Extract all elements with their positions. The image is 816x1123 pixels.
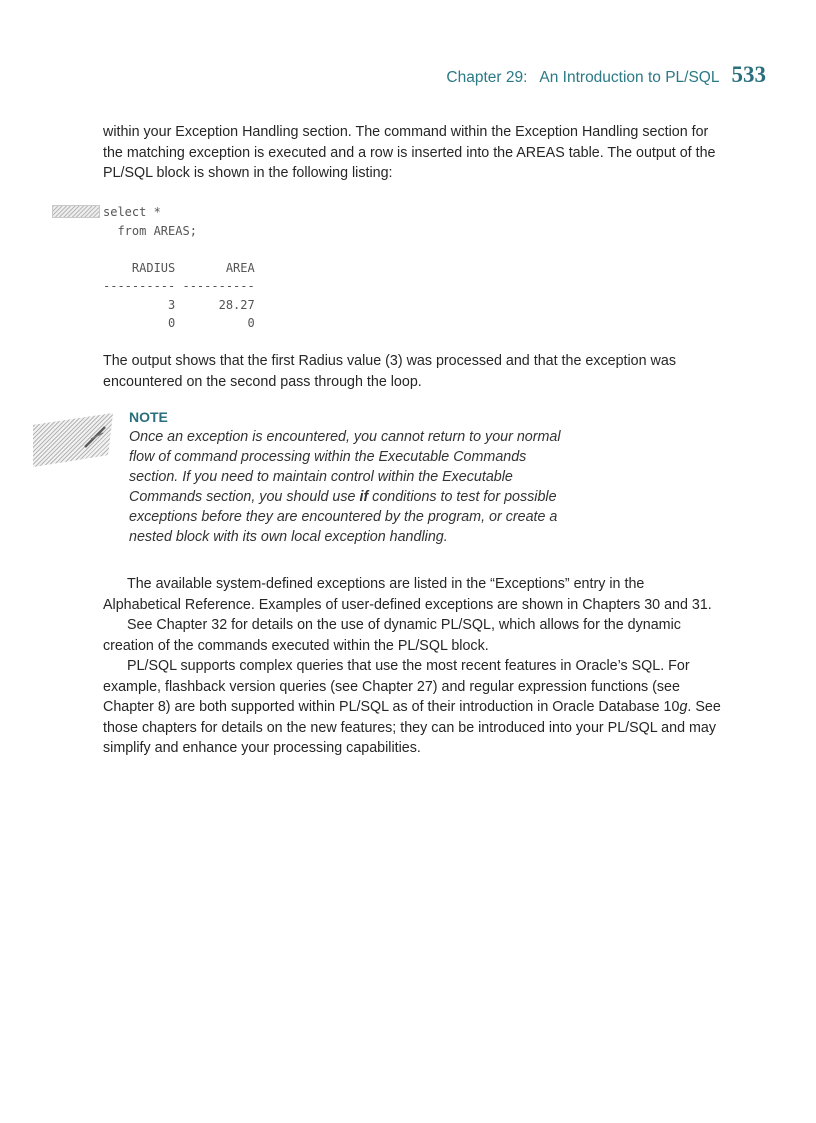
p5-text-before: PL/SQL supports complex queries that use the most recent features in Oracle’s SQL. For example, flashback version queries (see Chapter 27) and regular expression functions (see Chapter 8) are both supported within PL/SQL as of their introduction in Oracle Database 10 xyxy=(103,658,690,715)
note-pencil-icon xyxy=(33,413,113,467)
note-title: NOTE xyxy=(129,409,168,425)
chapter-label: Chapter 29: xyxy=(446,69,528,86)
code-listing-icon xyxy=(52,205,100,218)
code-listing xyxy=(103,203,255,333)
result-paragraph: The output shows that the first Radius value (3) was processed and that the exception was encountered on the second pass through the loop. xyxy=(103,353,676,390)
complex-queries-paragraph xyxy=(103,656,723,759)
p5-text-after: . See those chapters for details on the new features; they can be introduced into your PL/SQL and may simplify and enhance your processing capabilities. xyxy=(103,699,721,756)
code-line: select * xyxy=(103,205,161,219)
chapter-heading xyxy=(446,69,719,87)
note-keyword: if xyxy=(359,489,369,505)
p5-italic-g: g xyxy=(679,699,688,715)
code-line: 3 28.27 xyxy=(103,297,255,312)
note-body xyxy=(129,427,579,547)
code-line: 0 0 xyxy=(103,316,255,330)
exceptions-paragraph: The available system-defined exceptions are listed in the “Exceptions” entry in the Alphabetical Reference. Examples of user-defined exceptions are shown in Chapters 30 and 31. xyxy=(103,576,712,613)
code-line: ---------- ---------- xyxy=(103,279,255,293)
note-text-before: Once an exception is encountered, you cannot return to your normal flow of command processing within the Executable Commands section. If you need to maintain control within the Executable Commands section, you should use xyxy=(129,429,561,505)
intro-paragraph: within your Exception Handling section. The command within the Exception Handling section for the matching exception is executed and a row is inserted into the AREAS table. The output of the PL/SQL block is shown in the following listing: xyxy=(103,124,716,181)
page-number: 533 xyxy=(731,62,766,87)
code-line: from AREAS; xyxy=(103,223,197,238)
note-text-after: conditions to test for possible exceptions before they are encountered by the program, or create a nested block with its own local exception handling. xyxy=(129,489,558,545)
dynamic-plsql-paragraph: See Chapter 32 for details on the use of dynamic PL/SQL, which allows for the dynamic creation of the commands executed within the PL/SQL block. xyxy=(103,617,681,654)
running-header xyxy=(446,62,766,92)
chapter-title: An Introduction to PL/SQL xyxy=(539,69,720,86)
code-line: RADIUS AREA xyxy=(103,260,255,275)
